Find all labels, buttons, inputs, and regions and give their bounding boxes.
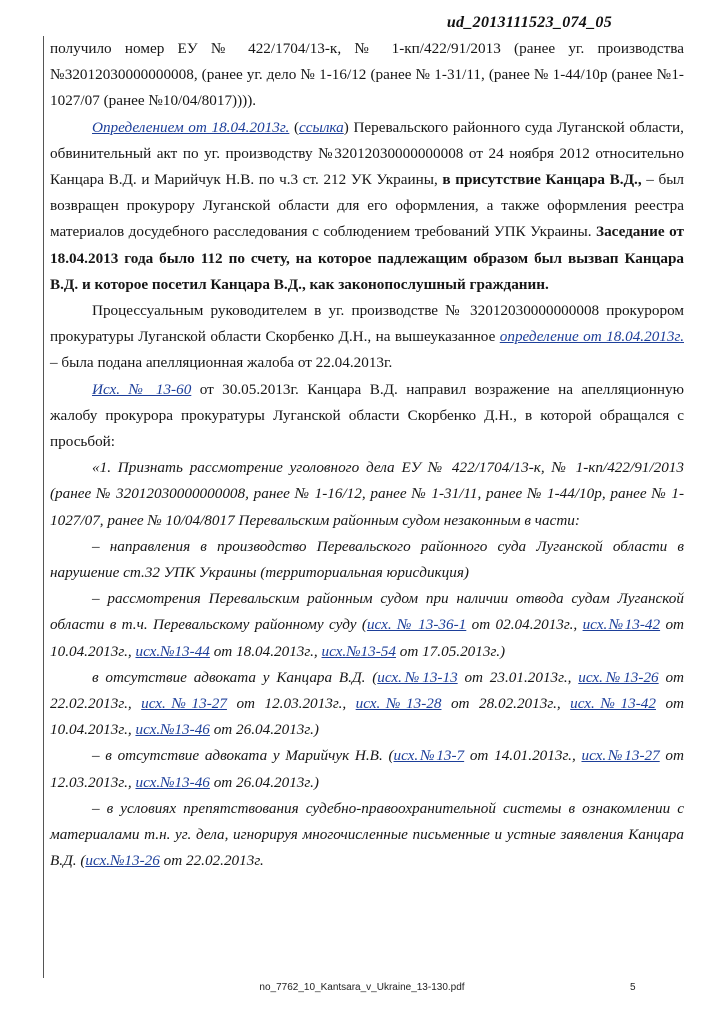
text-span: от 02.04.2013г.,	[466, 616, 583, 634]
quote-item-4	[50, 665, 684, 744]
paragraph-appeal	[50, 298, 684, 377]
footer-filename: no_7762_10_Kantsara_v_Ukraine_13-130.pdf	[259, 982, 465, 993]
text-span: от 10.04.2013г.,	[50, 616, 685, 660]
document-id: ud_2013111523_074_05	[446, 14, 612, 31]
outgoing-letter-link[interactable]: исх.№13-46	[135, 721, 210, 739]
text-span: от 22.02.2013г.,	[50, 668, 684, 713]
text-span: – была подана апелляционная жалоба от 22.04.2013г.	[50, 354, 393, 372]
outgoing-letter-link[interactable]: исх.№13-42	[582, 616, 661, 634]
outgoing-letter-link[interactable]: исх.№13-26	[578, 668, 659, 686]
text-span: – в условиях препятствования судебно-правоохранительной системы в ознакомлении с материалами т.н. уг. дела, игнорируя многочисленные письменные и устные заявления Канцара В.Д. (	[50, 799, 684, 870]
text-span: от 17.05.2013г.)	[395, 642, 506, 660]
outgoing-letter-link[interactable]: исх.№13-46	[135, 773, 210, 791]
ruling-link[interactable]: определение от 18.04.2013г.	[499, 328, 684, 346]
text-span: ) Перевальского районного суда Луганской области, обвинительный акт по уг. производству №32012030000000008 от 24 ноября 2012 относительно Канцара В.Д. и Марийчук Н.В. по ч.3 ст. 212 УК Украины,	[50, 118, 684, 189]
text-span: Процессуальным руководителем в уг. производстве № 32012030000000008 прокурором прокуратуры Луганской области Скорбенко Д.Н., на вышеуказанное	[50, 302, 684, 346]
text-span: в отсутствие адвоката у Канцара В.Д. (	[92, 668, 378, 686]
page-left-border	[43, 36, 44, 978]
page-body	[50, 36, 684, 875]
text-span: от 26.04.2013г.)	[209, 773, 319, 791]
text-span: – рассмотрения Перевальским районным судом при наличии отвода судам Луганской области в т.ч. Перевальскому районному суду (	[50, 590, 684, 634]
outgoing-letter-link[interactable]: исх.№13-26	[85, 852, 160, 870]
text-span: от 28.02.2013г.,	[441, 695, 571, 713]
bold-span: Заседание от 18.04.2013 года было 112 по счету, на которое падлежащим образом был вызвап Канцара В.Д. и которое посетил Канцара В.Д., как законопослушный гражданин.	[50, 223, 684, 293]
outgoing-letter-link[interactable]: исх.№13-54	[321, 642, 396, 660]
text-span: от 10.04.2013г.,	[50, 695, 685, 739]
text-span: от 22.02.2013г.	[159, 852, 264, 870]
page-number: 5	[630, 982, 636, 993]
text-span: от 23.01.2013г.,	[457, 668, 579, 686]
outgoing-letter-link[interactable]: исх. № 13-36-1	[366, 616, 467, 634]
quote-item-1: «1. Признать рассмотрение уголовного дела ЕУ № 422/1704/13-к, № 1-кп/422/91/2013 (ранее № 32012030000000008, ранее № 1-16/12, ранее № 1-31/11, ранее № 1-44/10р, ранее № 1-1027/07, ранее № 10/04/8017 Перевальским районным судом незаконным в части:	[50, 459, 684, 529]
text-span: от 12.03.2013г.,	[226, 695, 356, 713]
paragraph-objection	[50, 377, 684, 456]
ruling-link[interactable]: Определением от 18.04.2013г.	[92, 118, 290, 136]
quote-item-6	[50, 796, 684, 875]
paragraph-ruling	[50, 115, 684, 298]
reference-link[interactable]: ссылка	[299, 118, 344, 136]
quote-item-3	[50, 586, 684, 665]
outgoing-letter-link[interactable]: исх.№13-44	[135, 642, 210, 660]
quote-item-5	[50, 743, 684, 795]
outgoing-letter-link[interactable]: исх.№13-27	[581, 747, 660, 765]
text-span: от 14.01.2013г.,	[464, 747, 582, 765]
text-span: – был возвращен прокурору Луганской области для его оформления, а также оформления реестра материалов досудебного расследования с соблюдением требований УПК Украины.	[50, 171, 684, 241]
text-span: – в отсутствие адвоката у Марийчук Н.В. (	[92, 747, 394, 765]
text-span: от 26.04.2013г.)	[209, 721, 319, 739]
text-span: от 18.04.2013г.,	[209, 642, 322, 660]
quote-item-2: – направления в производство Перевальского районного суда Луганской области в нарушение ст.32 УПК Украины (территориальная юрисдикция)	[50, 537, 684, 582]
outgoing-letter-link[interactable]: исх.№13-13	[377, 668, 458, 686]
outgoing-letter-link[interactable]: исх.№13-7	[393, 747, 465, 765]
bold-span: в присутствие Канцара В.Д.,	[442, 171, 642, 189]
text-span: от 12.03.2013г.,	[50, 747, 684, 791]
paragraph-case-numbers: получило номер ЕУ № 422/1704/13-к, № 1-кп/422/91/2013 (ранее уг. производства №32012030000000008, (ранее уг. дело № 1-16/12 (ранее № 1-31/11, (ранее № 1-44/10р (ранее №1-1027/07 (ранее №10/04/8017)))).	[50, 40, 684, 110]
outgoing-letter-link[interactable]: исх.№13-27	[141, 695, 227, 713]
text-span: от 30.05.2013г. Канцара В.Д. направил возражение на апелляционную жалобу прокурора прокуратуры Луганской области Скорбенко Д.Н., в которой обращался с просьбой:	[50, 380, 684, 451]
text-span: (	[289, 118, 300, 136]
outgoing-letter-link[interactable]: исх.№13-28	[355, 695, 442, 713]
outgoing-letter-link[interactable]: исх.№13-42	[570, 695, 656, 713]
outgoing-letter-link[interactable]: Исх. № 13-60	[92, 380, 192, 398]
